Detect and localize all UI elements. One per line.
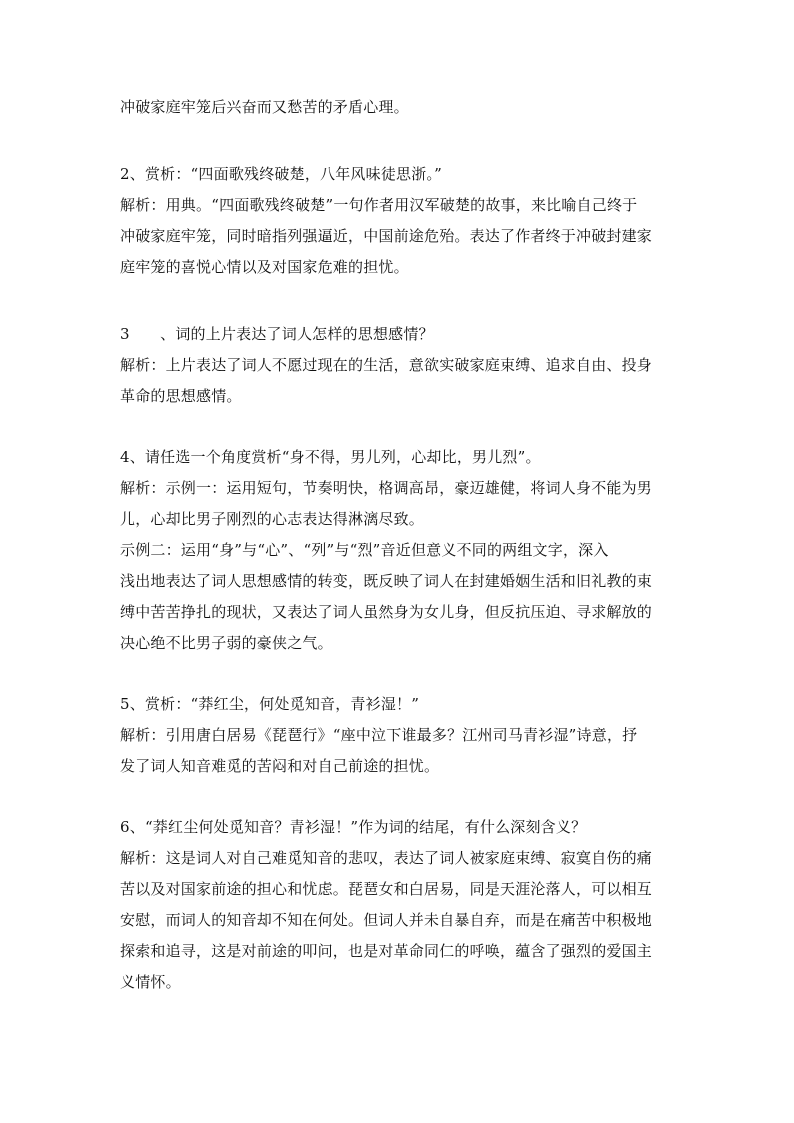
question-5-answer-line: 发了词人知音难觅的苦闷和对自己前途的担忧。	[120, 757, 440, 775]
intro-line: 冲破家庭牢笼后兴奋而又愁苦的矛盾心理。	[120, 98, 409, 116]
question-2-answer-line: 庭牢笼的喜悦心情以及对国家危难的担忧。	[120, 258, 409, 276]
question-2-title: 2、赏析：“四面歌残终破楚，八年风味徒思浙。”	[120, 165, 442, 183]
question-6-title: 6、“莽红尘何处觅知音？青衫湿！”作为词的结尾，有什么深刻含义？	[120, 818, 587, 836]
question-3-answer-line: 解析：上片表达了词人不愿过现在的生活，意欲实破家庭束缚、追求自由、投身	[120, 356, 653, 374]
question-4-answer-line: 浅出地表达了词人思想感情的转变，既反映了词人在封建婚姻生活和旧礼教的束	[120, 572, 653, 590]
question-3-answer-line: 革命的思想感情。	[120, 387, 242, 405]
question-6-answer-line: 义情怀。	[120, 973, 181, 991]
question-2-answer-line: 解析：用典。“四面歌残终破楚”一句作者用汉军破楚的故事，来比喻自己终于	[120, 196, 638, 214]
document-page	[120, 92, 680, 998]
question-4-answer-line: 决心绝不比男子弱的豪侠之气。	[120, 634, 333, 652]
question-4-answer-line: 解析：示例一：运用短句，节奏明快，格调高昂，豪迈雄健，将词人身不能为男	[120, 479, 653, 497]
question-6-answer-line: 安慰，而词人的知音却不知在何处。但词人并未自暴自弃，而是在痛苦中积极地	[120, 911, 653, 929]
question-6-answer-line: 探索和追寻，这是对前途的叩问，也是对革命同仁的呼唤，蕴含了强烈的爱国主	[120, 942, 653, 960]
question-4-title: 4、请任选一个角度赏析“身不得，男儿列，心却比，男儿烈”。	[120, 448, 541, 466]
question-3-title: 3 、词的上片表达了词人怎样的思想感情？	[120, 325, 434, 343]
question-5-answer-line: 解析：引用唐白居易《琵琶行》“座中泣下谁最多？江州司马青衫湿”诗意，抒	[120, 726, 638, 744]
question-6-answer-line: 解析：这是词人对自己难觅知音的悲叹，表达了词人被家庭束缚、寂寞自伤的痛	[120, 849, 653, 867]
question-6-answer-line: 苦以及对国家前途的担心和忧虑。琵琶女和白居易，同是天涯沦落人，可以相互	[120, 880, 653, 898]
question-4-answer-line: 示例二：运用“身”与“心”、“列”与“烈”音近但意义不同的两组文字，深入	[120, 541, 609, 559]
question-2-answer-line: 冲破家庭牢笼，同时暗指列强逼近，中国前途危殆。表达了作者终于冲破封建家	[120, 227, 653, 245]
question-5-title: 5、赏析：“莽红尘，何处觅知音，青衫湿！”	[120, 695, 420, 713]
question-4-answer-line: 儿，心却比男子刚烈的心志表达得淋漓尽致。	[120, 510, 425, 528]
question-4-answer-line: 缚中苦苦挣扎的现状，又表达了词人虽然身为女儿身，但反抗压迫、寻求解放的	[120, 603, 653, 621]
